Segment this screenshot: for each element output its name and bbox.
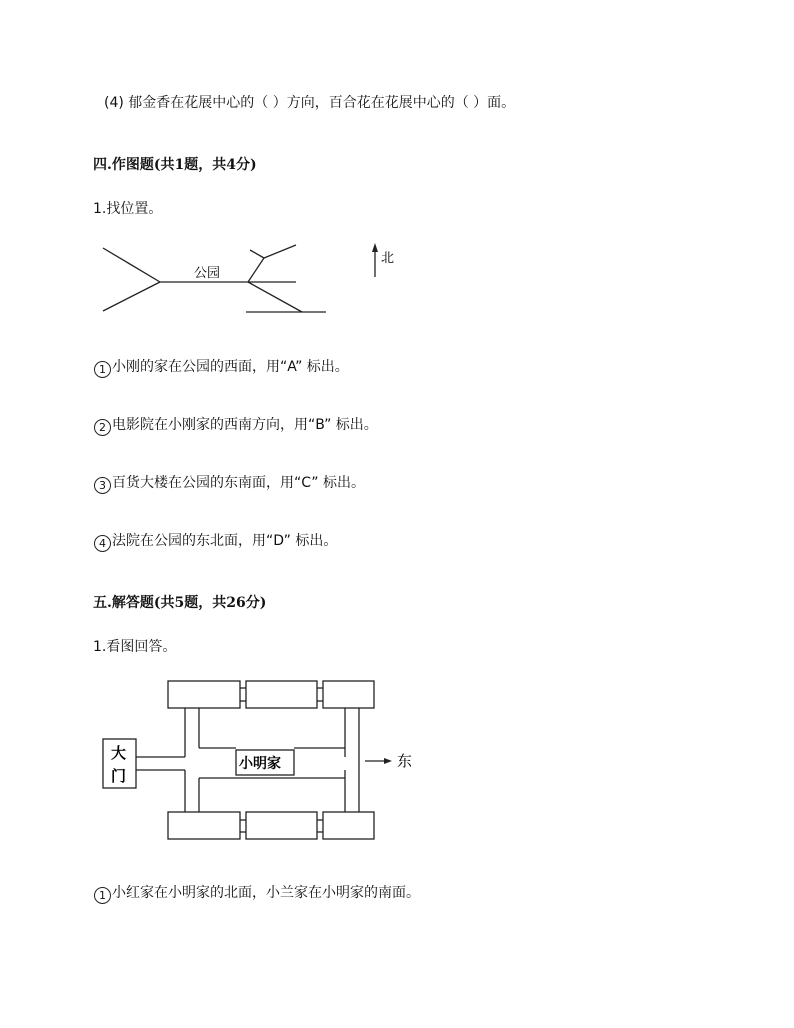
- item-number-badge: 1: [94, 887, 111, 904]
- item-number-badge: 3: [94, 477, 111, 494]
- section-5-item-1: [94, 884, 420, 904]
- east-label: 东: [397, 752, 413, 770]
- north-label: 北: [381, 251, 395, 266]
- item-text: 百货大楼在公园的东南面，用“C” 标出。: [112, 475, 365, 491]
- section-5-heading: 五.解答题(共5题，共26分): [93, 595, 267, 611]
- item-text: 电影院在小刚家的西南方向，用“B” 标出。: [112, 417, 378, 433]
- home-label: 小明家: [239, 756, 281, 772]
- item-number-badge: 1: [94, 361, 111, 378]
- section-4-heading: 四.作图题(共1题，共4分): [93, 157, 257, 173]
- item-text: 小红家在小明家的北面，小兰家在小明家的南面。: [112, 885, 420, 901]
- item-text: 法院在公园的东北面，用“D” 标出。: [112, 533, 338, 549]
- section-5-question: 1.看图回答。: [93, 639, 177, 655]
- item-number-badge: 2: [94, 419, 111, 436]
- section-4-question: 1.找位置。: [93, 201, 163, 217]
- question-4-text: (4) 郁金香在花展中心的（ ）方向，百合花在花展中心的（ ）面。: [104, 95, 516, 111]
- gate-label-bottom: 门: [111, 767, 127, 785]
- item-text: 小刚的家在公园的西面，用“A” 标出。: [112, 359, 349, 375]
- gate-label-top: 大: [111, 744, 127, 762]
- item-number-badge: 4: [94, 535, 111, 552]
- park-label: 公园: [194, 266, 221, 281]
